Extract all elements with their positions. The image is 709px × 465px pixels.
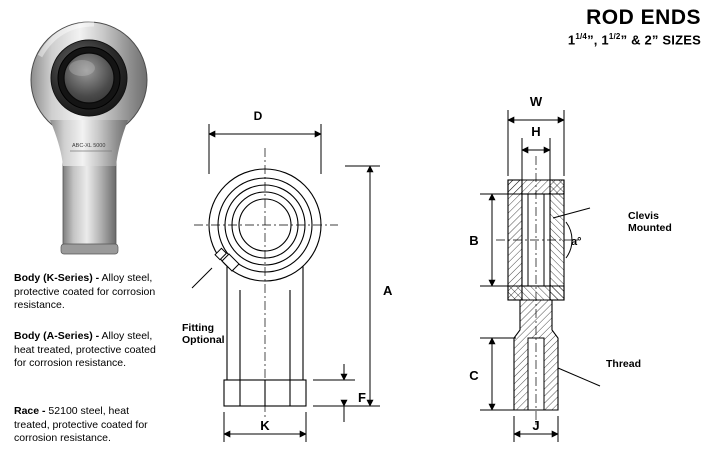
photo-etch-text: ABC-XL 5000 [72, 143, 106, 149]
spec-race-label: Race - [14, 405, 46, 417]
callout-clevis-mounted [628, 210, 706, 234]
dim-H-label: H [531, 124, 541, 139]
subtitle-size-2-whole: 1 [597, 32, 609, 48]
subtitle-size-1-fraction: 1/4 [575, 32, 588, 41]
spec-body-a-series [14, 330, 159, 371]
front-view-drawing [180, 90, 430, 450]
dim-A-label: A [383, 283, 393, 298]
side-view-drawing [440, 90, 705, 450]
dim-angle-label: a° [571, 236, 582, 248]
subtitle-size-2-unit: ” & 2” SIZES [620, 32, 701, 48]
page-subtitle [568, 32, 701, 47]
subtitle-size-1-whole: 1 [567, 32, 576, 48]
spec-body-k-series [14, 272, 159, 313]
dim-K-label: K [260, 418, 270, 433]
dim-C-label: C [469, 368, 479, 383]
callout-fitting-optional-line2: Optional [182, 334, 225, 346]
spec-body-k-series-text: Alloy steel, protective coated for corrosion resistance. [14, 272, 156, 311]
spec-race [14, 405, 159, 446]
subtitle-size-2-fraction: 1/2 [608, 32, 621, 41]
dim-D-label: D [253, 109, 263, 123]
subtitle-size-1-unit: ”, [587, 32, 598, 48]
callout-clevis-line1: Clevis [628, 210, 659, 222]
spec-race-text: 52100 steel, heat treated, protective coated for corrosion resistance. [14, 405, 148, 444]
rod-end-bearing-photo [16, 16, 164, 266]
callout-fitting-optional [182, 322, 254, 346]
spec-body-a-series-text: Alloy steel, heat treated, protective coated for corrosion resistance. [14, 330, 156, 369]
callout-thread: Thread [606, 358, 642, 370]
dim-F-label: F [358, 390, 366, 405]
spec-body-a-series-label: Body (A-Series) - [14, 330, 100, 342]
spec-body-k-series-label: Body (K-Series) - [14, 272, 100, 284]
callout-fitting-optional-line1: Fitting [182, 322, 215, 334]
dim-J-label: J [532, 418, 540, 433]
page-title: ROD ENDS [586, 6, 701, 29]
photo-bore [64, 53, 114, 103]
dim-B-label: B [469, 233, 479, 248]
dim-W-label: W [529, 94, 543, 109]
callout-clevis-line2: Mounted [628, 222, 672, 234]
